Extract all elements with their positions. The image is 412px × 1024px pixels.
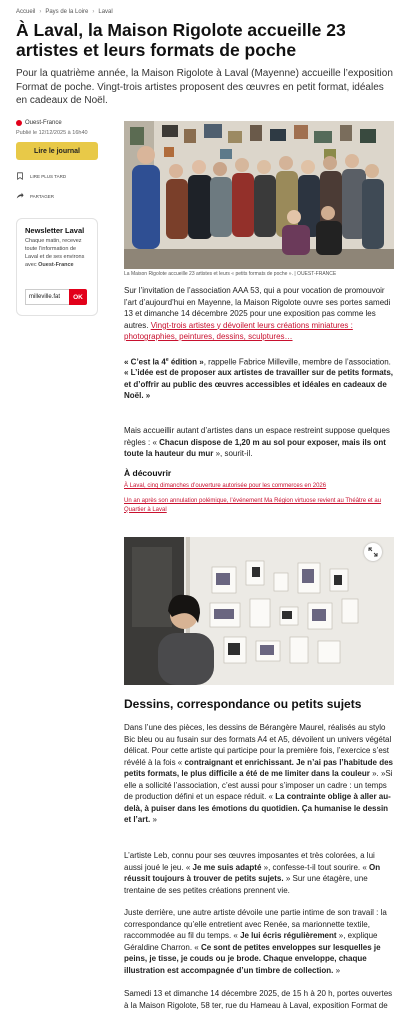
paragraph-leb [124, 850, 394, 896]
breadcrumb-region[interactable]: Pays de la Loire [45, 9, 89, 15]
rules-quote: Chacun dispose de 1,20 m au sol pour exposer, mais ils ont toute la hauteur du mur [124, 437, 386, 458]
quote-edition-b: édition » [168, 357, 204, 367]
article-source [16, 120, 62, 126]
rules-text-a: Mais accueillir autant d’artistes dans un espace restreint suppose quelques règles : « [124, 426, 390, 447]
artists-link[interactable]: Vingt-trois artistes y dévoilent leurs créations miniatures : photographies, peintures, dessins, sculptures… [124, 320, 353, 341]
breadcrumb-separator: › [92, 9, 95, 15]
leb-text-e: » Sur une étagère, une trentaine de ses petites créations prennent vie. [124, 874, 368, 895]
breadcrumb-home[interactable]: Accueil [16, 9, 36, 15]
newsletter-form [25, 289, 87, 305]
leb-quote-2: On réussit toujours à trouver de petits sujets. [124, 862, 381, 883]
quote-edition-sup: e [165, 357, 169, 363]
discover-link-2[interactable]: Un an après son annulation polémique, l’événement Ma Région virtuose revient au Théâtre et au Quartier à Laval [124, 498, 382, 513]
article-lead: Pour la quatrième année, la Maison Rigolote à Laval (Mayenne) accueille l’exposition Format de poche. Vingt-trois artistes proposent des œuvres en petit format, idéales en cadeaux de Noël. [16, 68, 393, 106]
newsletter-brand: Ouest-France [38, 262, 74, 268]
bookmark-icon [16, 172, 24, 180]
quote-open: « [124, 357, 131, 367]
breadcrumb-city[interactable]: Laval [98, 9, 113, 15]
newsletter-email-input[interactable]: milleville.fat [25, 289, 69, 305]
ouest-france-logo-icon [16, 120, 22, 126]
berangere-text-e: » [150, 815, 157, 824]
paragraph-intro [124, 285, 394, 343]
geraldine-text-e: » [333, 965, 341, 975]
read-newspaper-button[interactable]: Lire le journal [16, 142, 98, 160]
paragraph-practical-info: Samedi 13 et dimanche 14 décembre 2025, de 15 h à 20 h, portes ouvertes à la Maison Rigolote, 58 ter, rue du Hameau à Laval, exposition Format de [124, 989, 393, 1010]
group-photo[interactable] [124, 121, 394, 269]
paragraph-intro-text: Sur l’invitation de l’association AAA 53, qui a pour vocation de promouvoir l’art d’aujourd’hui en Mayenne, la Maison Rigolote ouvre ses portes samedi 13 et dimanche 14 décembre 2025 pour une exposition pas comme les autres. [124, 286, 391, 330]
quote-attribution: , rappelle Fabrice Milleville, membre de l’association. [203, 357, 391, 367]
berangere-text-a: Dans l’une des pièces, les dessins de Bérangère Maurel, réalisés au stylo Bic bleu ou au fusain sur des formats A4 et A5, dévoilent un univers végétal délicat. Pour cette artiste qui participe pour la première fois, l’exercice s’est révélé à la fois « [124, 723, 392, 767]
artist-photo[interactable] [124, 537, 394, 685]
berangere-quote-2: La contrainte oblige à aller au-delà, à puiser dans les émotions du quotidien. Ça humanise le dessin et l’art. [124, 792, 391, 824]
read-later-label: LIRE PLUS TARD [30, 173, 67, 179]
artist-photo-image [124, 537, 394, 685]
discover-link-1[interactable]: À Laval, cinq dimanches d’ouverture autorisée pour les commerces en 2026 [124, 483, 327, 489]
quote-edition-a: C’est la 4 [130, 357, 166, 367]
share-label: PARTAGER [30, 193, 55, 199]
leb-quote-1: Je me suis adapté [192, 862, 262, 872]
quote-idea: « L’idée est de proposer aux artistes de travailler sur de petits formats, et d’offrir au public des œuvres accessibles et idéales en cadeaux de Noël. » [124, 368, 393, 400]
newsletter-ok-button[interactable]: OK [69, 289, 87, 305]
newsletter-box [16, 218, 98, 316]
leb-text-a: L’artiste Leb, connu pour ses œuvres imposantes et très colorées, a lui aussi joué le jeu. « [124, 851, 375, 872]
paragraph-geraldine [124, 907, 394, 976]
group-photo-image [124, 121, 394, 269]
geraldine-text-a: Juste derrière, une autre artiste dévoile une partie intime de son travail : la correspondance qu’elle entretient avec Renée, sa marionnette textile, raccommodée au fil du temps. « [124, 908, 387, 940]
discover-title: À découvrir [124, 468, 172, 478]
share-icon [16, 192, 24, 200]
read-later-button[interactable] [16, 172, 66, 180]
paragraph-berangere [124, 722, 394, 826]
geraldine-quote-2: Ce sont de petites enveloppes sur lesquelles je peins, je tisse, je couds ou je brode. Chaque enveloppe, chaque illustration est accompagnée d’un timbre de collection. [124, 942, 381, 975]
geraldine-text-c: », explique Géraldine Charron. « [124, 931, 378, 952]
newsletter-title: Newsletter Laval [25, 226, 85, 235]
publish-date: Publié le 12/12/2025 à 16h40 [16, 130, 88, 136]
berangere-quote-1: contraignant et enrichissant. Je n’ai pas l’habitude des petits formats, le plus difficile a été de me limiter dans la couleur [124, 757, 393, 778]
photo-caption: La Maison Rigolote accueille 23 artistes et leurs « petits formats de poche ». | OUEST-FRANCE [124, 271, 337, 277]
leb-text-c: », confesse-t-il tout sourire. « [261, 862, 370, 872]
breadcrumb-separator: › [39, 9, 42, 15]
share-button[interactable] [16, 192, 54, 200]
breadcrumb [16, 9, 113, 15]
expand-icon [368, 547, 378, 557]
newsletter-text [25, 237, 89, 269]
expand-image-button[interactable] [364, 543, 382, 561]
article-title: À Laval, la Maison Rigolote accueille 23 artistes et leurs formats de poche [16, 20, 346, 60]
section-heading: Dessins, correspondance ou petits sujets [124, 697, 362, 711]
geraldine-quote-1: Je lui écris régulièrement [240, 931, 337, 940]
source-name: Ouest-France [25, 120, 62, 126]
paragraph-rules [124, 425, 394, 460]
rules-text-c: », sourit-il. [213, 449, 253, 458]
berangere-text-c: ». »Si elle a sollicité l’association, c’est aussi pour s’imposer un cadre : un temps de production défini et un espace réduit. « [124, 769, 393, 801]
newsletter-text-main: Chaque matin, recevez toute l’information de Laval et de ses environs avec [25, 238, 85, 268]
